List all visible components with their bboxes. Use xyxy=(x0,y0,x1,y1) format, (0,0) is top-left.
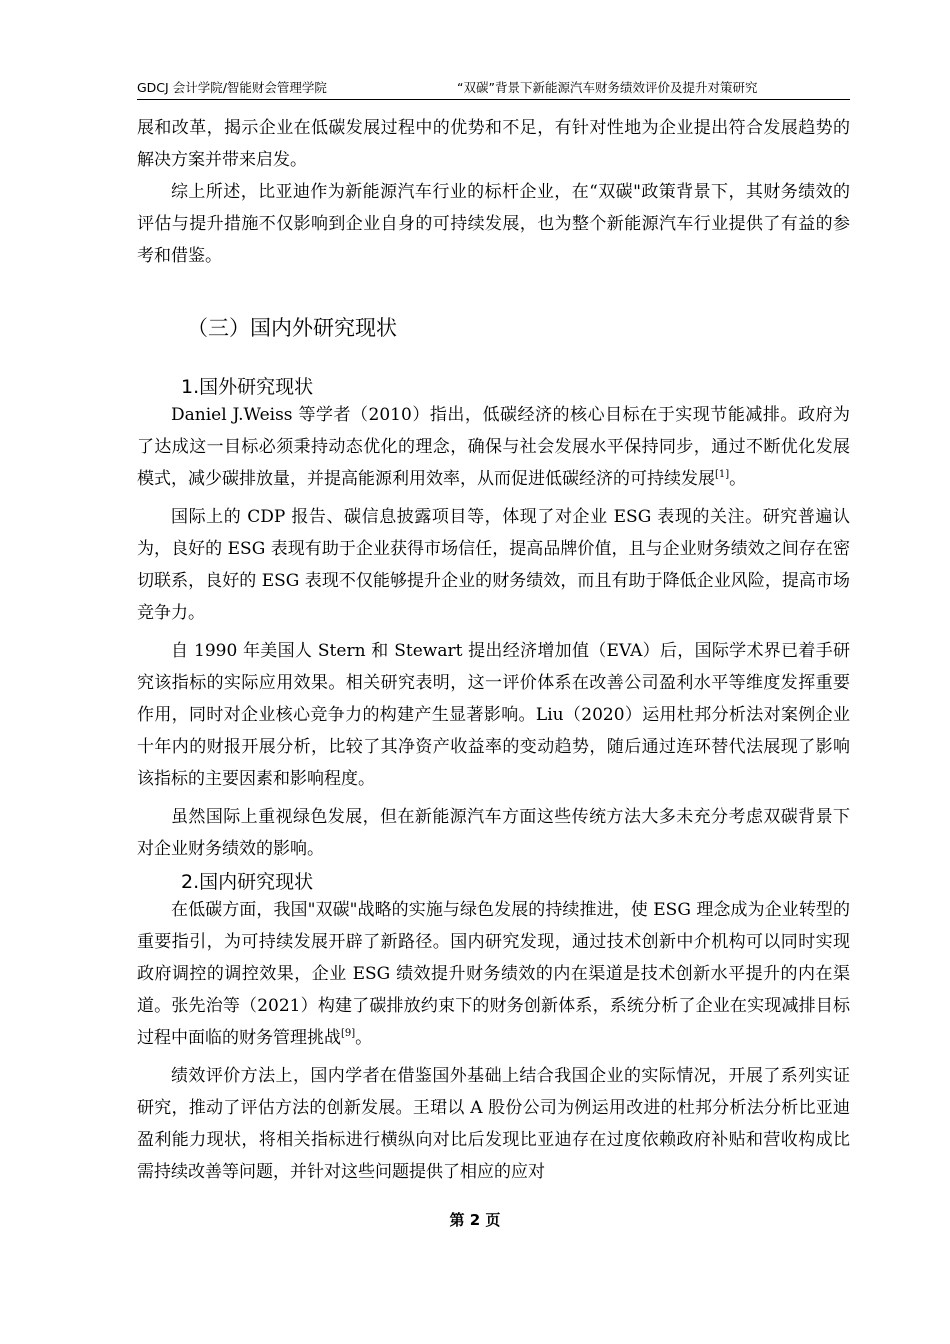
paragraph-foreign-1: Daniel J.Weiss 等学者（2010）指出，低碳经济的核心目标在于实现节能减排。政府为了达成这一目标必须秉持动态优化的理念，确保与社会发展水平保持同步，通过不断优化发展模式，减少碳排放量，并提高能源利用效率，从而促进低碳经济的可持续发展[1]。 xyxy=(137,405,850,489)
header-institution: GDCJ 会计学院/智能财会管理学院 xyxy=(137,80,327,95)
paragraph-domestic-2: 绩效评价方法上，国内学者在借鉴国外基础上结合我国企业的实际情况，开展了系列实证研究，推动了评估方法的创新发展。王珺以 A 股份公司为例运用改进的杜邦分析法分析比亚迪盈利能力现状，将相关指标进行横纵向对比后发现比亚迪存在过度依赖政府补贴和营收构成比需持续改善等问题，并针对这些问题提供了相应的应对 xyxy=(137,1066,850,1182)
citation-ref: [9] xyxy=(341,1028,356,1039)
running-header xyxy=(137,78,850,98)
paragraph-foreign-2: 国际上的 CDP 报告、碳信息披露项目等，体现了对企业 ESG 表现的关注。研究普遍认为，良好的 ESG 表现有助于企业获得市场信任，提高品牌价值，且与企业财务绩效之间存在密切联系，良好的 ESG 表现不仅能够提升企业的财务绩效，而且有助于降低企业风险，提高市场竞争力。 xyxy=(137,507,850,623)
section-heading-research-status: （三）国内外研究现状 xyxy=(187,316,397,340)
citation-ref: [1] xyxy=(715,469,730,480)
paragraph-domestic-1: 在低碳方面，我国"双碳"战略的实施与绿色发展的持续推进，使 ESG 理念成为企业转型的重要指引，为可持续发展开辟了新路径。国内研究发现，通过技术创新中介机构可以同时实现政府调控的调控效果，企业 ESG 绩效提升财务绩效的内在渠道是技术创新水平提升的内在渠道。张先治等（2021）构建了碳排放约束下的财务创新体系，系统分析了企业在实现减排目标过程中面临的财务管理挑战[9]。 xyxy=(137,900,850,1048)
page-body xyxy=(137,112,850,1188)
page-number: 第 2 页 xyxy=(449,1211,501,1229)
header-paper-title: “双碳”背景下新能源汽车财务绩效评价及提升对策研究 xyxy=(457,80,758,95)
subsection-heading-foreign: 1.国外研究现状 xyxy=(181,376,314,398)
subsection-heading-domestic: 2.国内研究现状 xyxy=(181,871,314,893)
header-divider xyxy=(137,99,850,100)
paragraph-summary: 综上所述，比亚迪作为新能源汽车行业的标杆企业，在“双碳"政策背景下，其财务绩效的评估与提升措施不仅影响到企业自身的可持续发展，也为整个新能源汽车行业提供了有益的参考和借鉴。 xyxy=(137,182,850,266)
paragraph-foreign-4: 虽然国际上重视绿色发展，但在新能源汽车方面这些传统方法大多未充分考虑双碳背景下对企业财务绩效的影响。 xyxy=(137,807,850,859)
paragraph-foreign-3: 自 1990 年美国人 Stern 和 Stewart 提出经济增加值（EVA）后，国际学术界已着手研究该指标的实际应用效果。相关研究表明，这一评价体系在改善公司盈利水平等维度发挥重要作用，同时对企业核心竞争力的构建产生显著影响。Liu（2020）运用杜邦分析法对案例企业十年内的财报开展分析，比较了其净资产收益率的变动趋势，随后通过连环替代法展现了影响该指标的主要因素和影响程度。 xyxy=(137,641,850,789)
paragraph-continuation: 展和改革，揭示企业在低碳发展过程中的优势和不足，有针对性地为企业提出符合发展趋势的解决方案并带来启发。 xyxy=(137,118,850,170)
